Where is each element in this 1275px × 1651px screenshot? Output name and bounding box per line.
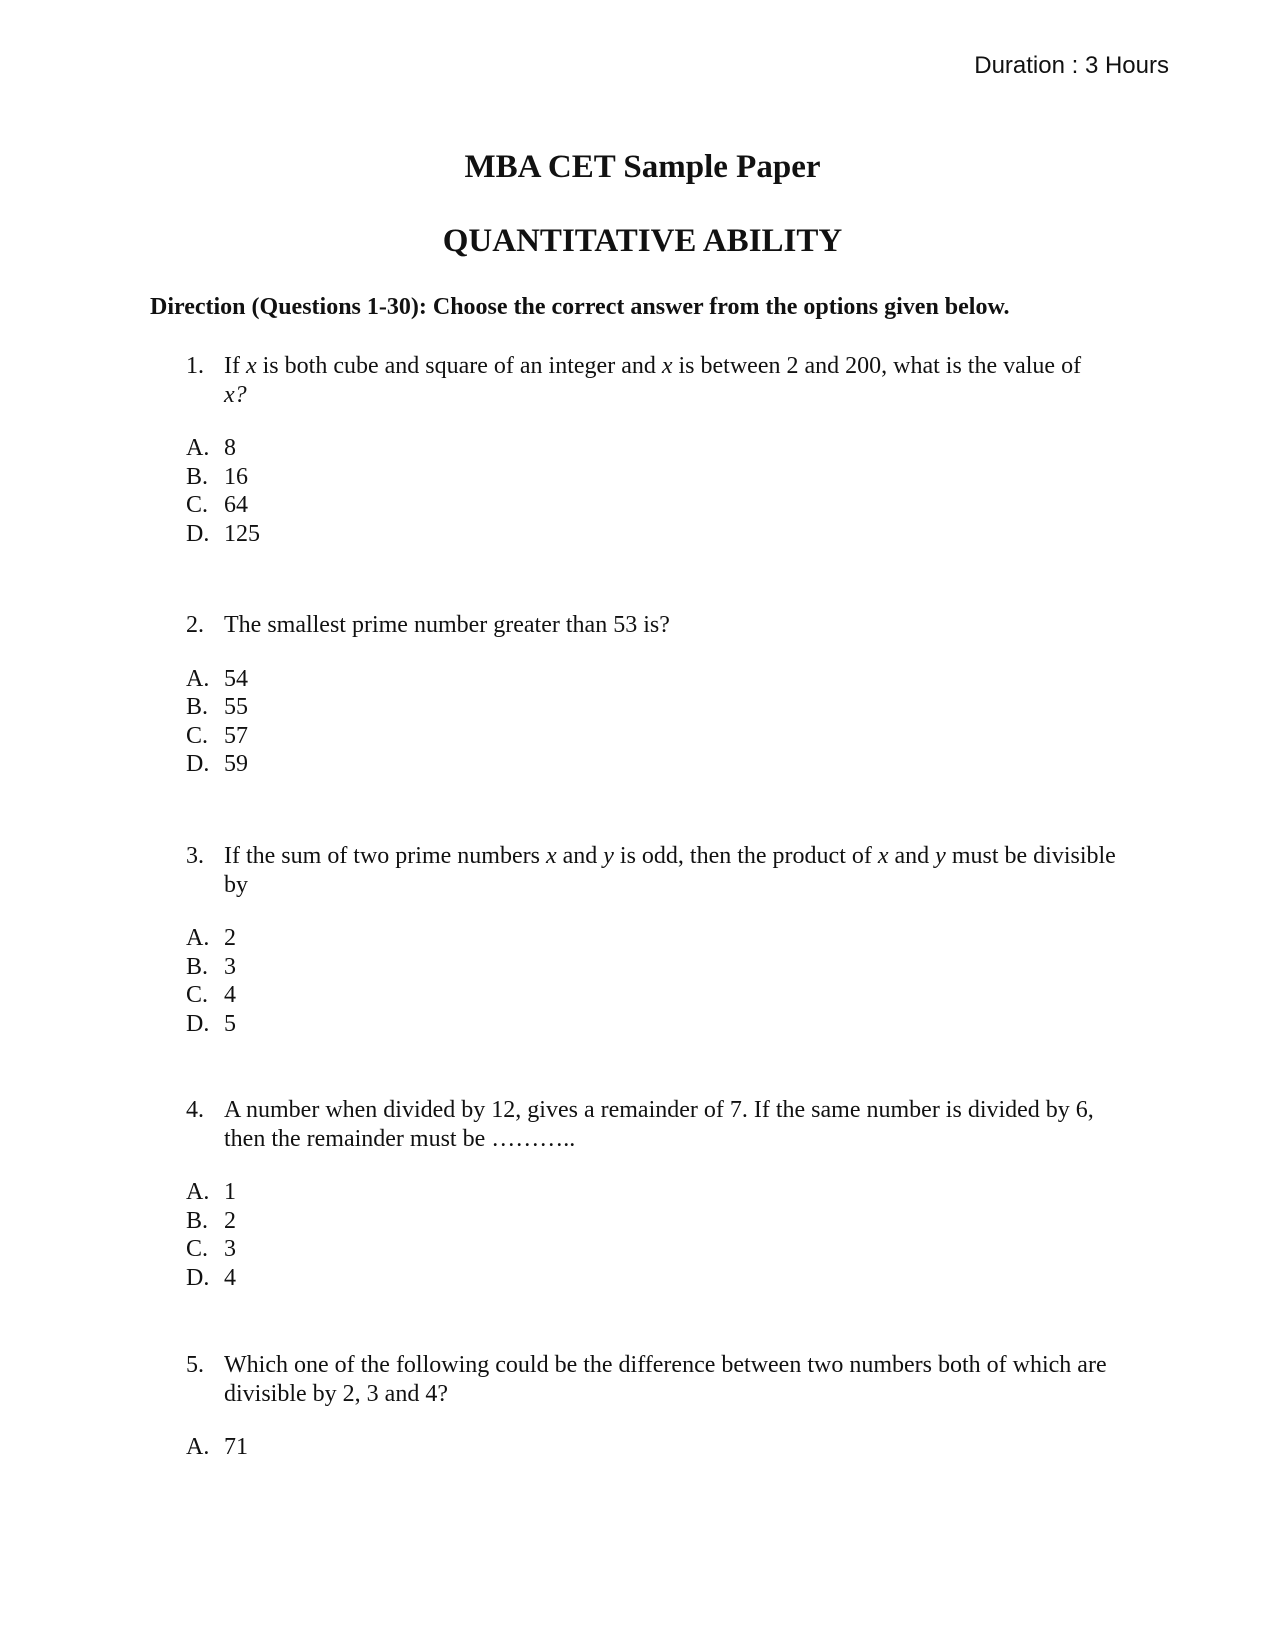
- directions-text: Direction (Questions 1-30): Choose the correct answer from the options given below.: [150, 294, 1010, 320]
- option-a: A. 54: [186, 665, 248, 692]
- question-number: 4.: [186, 1097, 204, 1123]
- question-text: If x is both cube and square of an integer and x is between 2 and 200, what is the value of x?: [224, 353, 1082, 408]
- page-title: MBA CET Sample Paper: [464, 149, 821, 185]
- question-4: [186, 1096, 1126, 1292]
- option-a: A. 8: [186, 435, 236, 461]
- options-list: [186, 434, 1126, 548]
- question-text: Which one of the following could be the difference between two numbers both of which are divisible by 2, 3 and 4?: [224, 1352, 1107, 1407]
- question-text: A number when divided by 12, gives a remainder of 7. If the same number is divided by 6, then the remainder must be ………..: [224, 1097, 1094, 1152]
- question-number: 1.: [186, 353, 204, 379]
- option-c: C. 4: [186, 982, 236, 1008]
- options-list: [186, 665, 1126, 779]
- question-number: 3.: [186, 843, 204, 869]
- option-c: C. 57: [186, 722, 248, 749]
- option-b: B. 3: [186, 953, 236, 980]
- question-5: [186, 1351, 1126, 1462]
- question-3: [186, 842, 1126, 1038]
- option-c: C. 64: [186, 492, 248, 518]
- option-a: A. 1: [186, 1179, 236, 1205]
- option-a: A. 2: [186, 925, 236, 951]
- option-b: B. 2: [186, 1207, 236, 1234]
- duration-label: Duration : 3 Hours: [974, 52, 1169, 79]
- question-text: The smallest prime number greater than 53 is?: [224, 612, 670, 638]
- option-b: B. 16: [186, 463, 248, 490]
- option-c: C. 3: [186, 1236, 236, 1262]
- question-1: [186, 352, 1126, 548]
- option-d: D. 4: [186, 1264, 236, 1291]
- question-text: If the sum of two prime numbers x and y is odd, then the product of x and y must be divisible by: [224, 843, 1116, 898]
- question-number: 5.: [186, 1352, 204, 1378]
- option-d: D. 5: [186, 1010, 236, 1037]
- option-d: D. 125: [186, 520, 260, 547]
- option-a: A. 71: [186, 1434, 248, 1460]
- options-list: [186, 924, 1126, 1038]
- option-b: B. 55: [186, 694, 248, 720]
- options-list: [186, 1178, 1126, 1292]
- option-d: D. 59: [186, 751, 248, 777]
- question-number: 2.: [186, 612, 204, 638]
- question-2: [186, 611, 1126, 779]
- options-list: [186, 1433, 1126, 1462]
- section-title: QUANTITATIVE ABILITY: [442, 223, 843, 259]
